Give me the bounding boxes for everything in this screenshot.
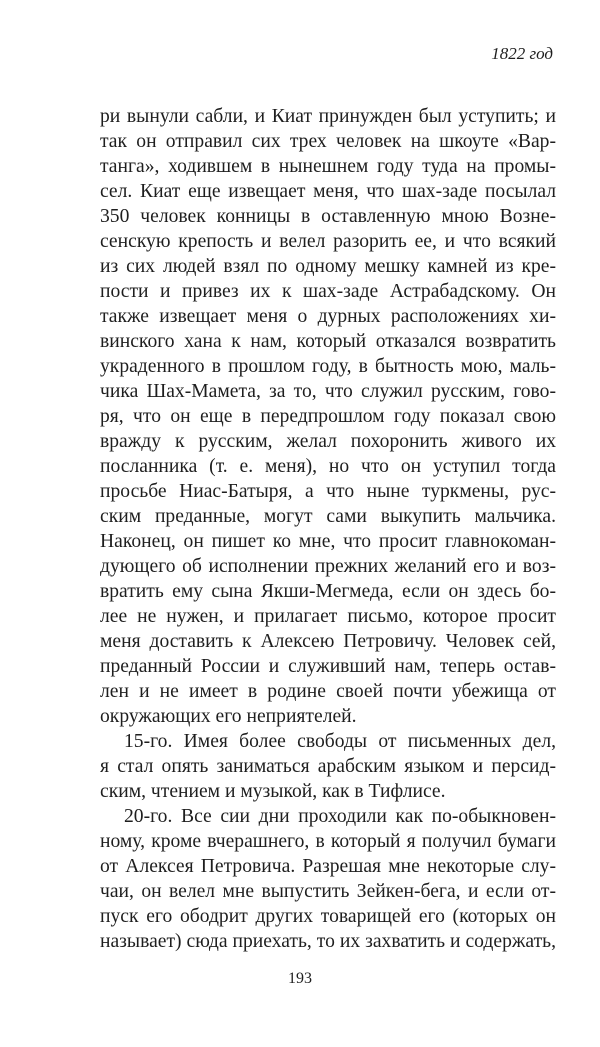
text-line: 15-го. Имея более свободы от письменных дел, (124, 731, 556, 752)
text-line: Наконец, он пишет ко мне, что просит главнокоман- (100, 531, 556, 552)
text-line: 350 человек конницы в оставленную мною Возне- (100, 206, 556, 227)
text-line: лее не нужен, и прилагает письмо, которое просит (100, 606, 556, 627)
text-line: из сих людей взял по одному мешку камней из кре- (100, 256, 556, 277)
text-line: пости и привез их к шах-заде Астрабадскому. Он (100, 281, 556, 302)
text-line: я стал опять заниматься арабским языком и персид- (100, 756, 556, 777)
page-number: 193 (288, 970, 312, 987)
text-line: ским преданные, могут сами выкупить мальчика. (100, 506, 556, 527)
text-line: ри вынули сабли, и Киат принужден был уступить; и (100, 106, 556, 127)
text-line: ским, чтением и музыкой, как в Тифлисе. (100, 781, 446, 802)
text-line: посланника (т. е. меня), но что он уступил тогда (100, 456, 556, 477)
text-line: лен и не имеет в родине своей почти убежища от (100, 681, 556, 702)
text-line: 20-го. Все сии дни проходили как по-обыкновен- (124, 806, 556, 827)
text-line: пуск его ободрит других товарищей его (которых он (100, 906, 556, 927)
text-line: чаи, он велел мне выпустить Зейкен-бега, и если от- (100, 881, 556, 902)
text-line: просьбе Ниас-Батыря, а что ныне туркмены, рус- (100, 481, 556, 502)
text-line: также извещает меня о дурных расположениях хи- (100, 306, 556, 327)
text-line: чика Шах-Мамета, за то, что служил русским, гово- (100, 381, 556, 402)
text-line: дующего об исполнении прежних желаний его и воз- (100, 556, 556, 577)
text-line: называет) сюда приехать, то их захватить и содержать, (100, 931, 556, 952)
text-line: так он отправил сих трех человек на шкоуте «Вар- (100, 131, 556, 152)
body-text (100, 104, 556, 954)
text-line: сенскую крепость и велел разорить ее, и что всякий (100, 231, 556, 252)
text-line: меня доставить к Алексею Петровичу. Человек сей, (100, 631, 556, 652)
running-head: 1822 год (491, 44, 553, 63)
text-line: вражду к русским, желал похоронить живого их (100, 431, 556, 452)
text-line: вратить ему сына Якши-Мегмеда, если он здесь бо- (100, 581, 556, 602)
text-line: винского хана к нам, который отказался возвратить (100, 331, 556, 352)
text-line: ря, что он еще в передпрошлом году показал свою (100, 406, 556, 427)
text-line: украденного в прошлом году, в бытность мою, маль- (100, 356, 556, 377)
text-line: сел. Киат еще извещает меня, что шах-заде посылал (100, 181, 556, 202)
text-line: преданный России и служивший нам, теперь остав- (100, 656, 556, 677)
text-line: от Алексея Петровича. Разрешая мне некоторые слу- (100, 856, 556, 877)
text-line: ному, кроме вчерашнего, в который я получил бумаги (100, 831, 556, 852)
text-line: окружающих его неприятелей. (100, 706, 357, 727)
text-line: танга», ходившем в нынешнем году туда на промы- (100, 156, 556, 177)
